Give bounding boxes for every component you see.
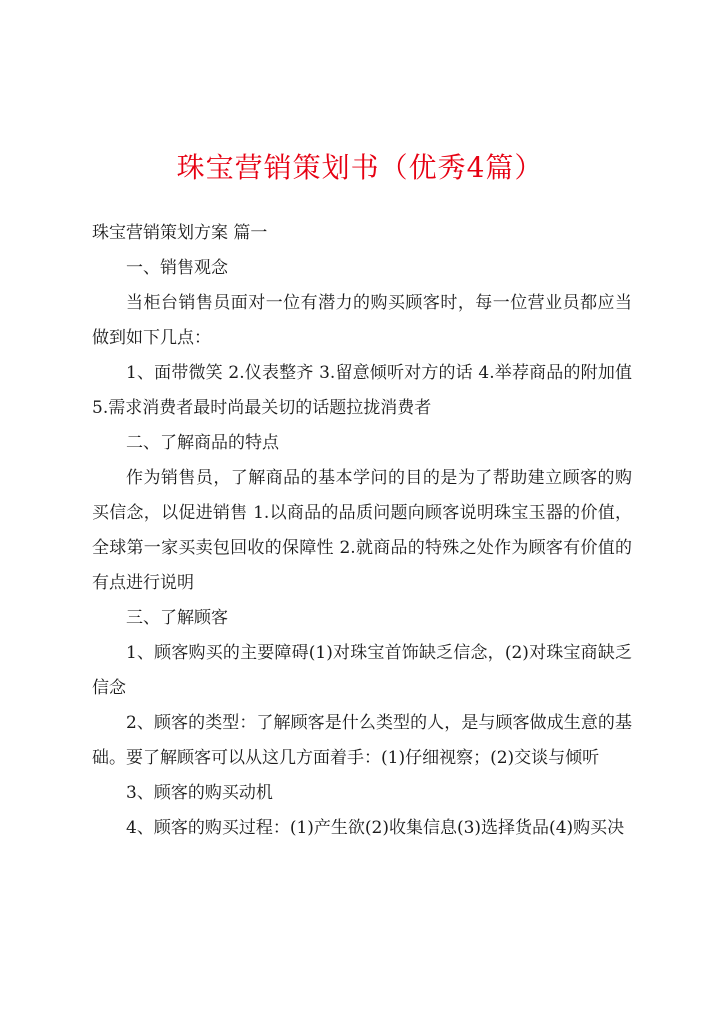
document-title: 珠宝营销策划书（优秀4篇） xyxy=(176,151,544,184)
paragraph-purchase-motives: 3、顾客的购买动机 xyxy=(126,783,273,803)
paragraph-purchase-process: 4、顾客的购买过程：(1)产生欲(2)收集信息(3)选择货品(4)购买决 xyxy=(126,818,625,838)
section-heading-product-features: 二、了解商品的特点 xyxy=(126,433,279,453)
section-heading-article-one: 珠宝营销策划方案 篇一 xyxy=(92,223,268,243)
paragraph-sales-intro: 当柜台销售员面对一位有潜力的购买顾客时，每一位营业员都应当做到如下几点： xyxy=(92,293,632,348)
paragraph-sales-points: 1、面带微笑 2.仪表整齐 3.留意倾听对方的话 4.举荐商品的附加值 5.需求消费者最时尚最关切的话题拉拢消费者 xyxy=(92,363,632,418)
paragraph-customer-types: 2、顾客的类型：了解顾客是什么类型的人，是与顾客做成生意的基础。要了解顾客可以从这几方面着手：(1)仔细视察；(2)交谈与倾听 xyxy=(92,713,632,768)
section-heading-know-customers: 三、了解顾客 xyxy=(126,608,228,628)
paragraph-customer-obstacles: 1、顾客购买的主要障碍(1)对珠宝首饰缺乏信念，(2)对珠宝商缺乏信念 xyxy=(92,643,632,698)
paragraph-product-knowledge: 作为销售员，了解商品的基本学问的目的是为了帮助建立顾客的购买信念，以促进销售 1.以商品的品质问题向顾客说明珠宝玉器的价值，全球第一家买卖包回收的保障性 2.就商品的特殊之处作为顾客有价值的有点进行说明 xyxy=(92,468,632,593)
document-body xyxy=(92,216,632,846)
section-heading-sales-concept: 一、销售观念 xyxy=(126,258,228,278)
